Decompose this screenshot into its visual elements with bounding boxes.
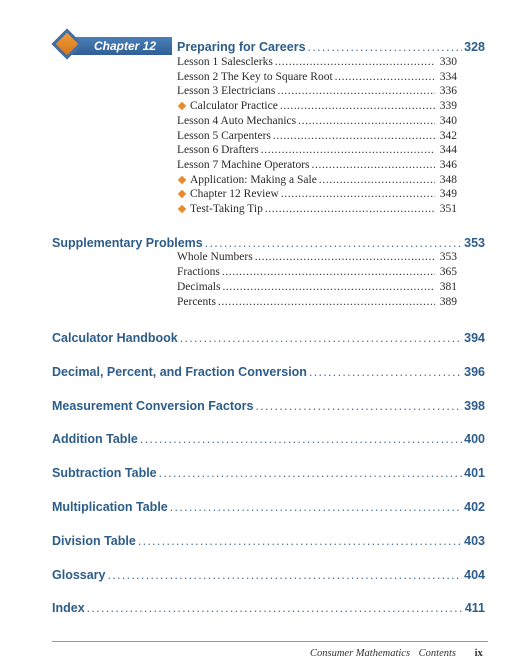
orange-diamond-icon — [178, 175, 186, 183]
chapter-entry-page: 346 — [439, 158, 457, 171]
leader-dots — [87, 601, 463, 615]
leader-dots — [312, 159, 435, 171]
chapter-entry-text: Calculator Practice — [190, 100, 278, 113]
supplementary-entry-text: Percents — [177, 296, 216, 308]
section-entry-text: Glossary — [52, 568, 106, 582]
leader-dots — [108, 568, 463, 582]
leader-dots — [308, 40, 463, 54]
chapter-page: 328 — [464, 40, 485, 54]
section-entry-page: 396 — [464, 365, 485, 379]
chapter-entry-text: Lesson 6 Drafters — [177, 144, 259, 157]
chapter-entry[interactable] — [177, 203, 457, 215]
leader-dots — [265, 203, 435, 215]
section-entry[interactable] — [52, 534, 485, 548]
section-entry[interactable] — [52, 568, 485, 582]
leader-dots — [280, 100, 435, 112]
chapter-heading[interactable] — [177, 40, 485, 54]
chapter-entry-text: Chapter 12 Review — [190, 188, 279, 201]
chapter-entry[interactable] — [177, 130, 457, 142]
section-entry-page: 404 — [464, 568, 485, 582]
chapter-entry-page: 348 — [439, 173, 457, 186]
section-entry[interactable] — [52, 466, 485, 480]
leader-dots — [222, 266, 435, 278]
leader-dots — [205, 236, 462, 250]
leader-dots — [140, 432, 462, 446]
chapter-badge — [54, 33, 172, 57]
chapter-entry[interactable] — [177, 85, 457, 97]
section-entry-text: Addition Table — [52, 432, 138, 446]
chapter-entry-text: Lesson 1 Salesclerks — [177, 56, 273, 68]
supplementary-entry[interactable] — [177, 266, 457, 278]
chapter-badge-label: Chapter 12 — [94, 39, 157, 53]
chapter-entry[interactable] — [177, 144, 457, 156]
orange-diamond-icon — [178, 102, 186, 110]
orange-diamond-icon — [178, 190, 186, 198]
leader-dots — [222, 281, 435, 293]
section-entry-text: Measurement Conversion Factors — [52, 399, 254, 413]
supplementary-entry-page: 381 — [439, 281, 457, 293]
leader-dots — [281, 188, 435, 200]
supplementary-entry[interactable] — [177, 296, 457, 308]
section-entry-text: Index — [52, 601, 85, 615]
chapter-entry[interactable] — [177, 188, 457, 200]
orange-diamond-icon — [178, 205, 186, 213]
leader-dots — [218, 296, 435, 308]
section-entry-text: Division Table — [52, 534, 136, 548]
leader-dots — [275, 56, 435, 68]
leader-dots — [298, 115, 435, 127]
leader-dots — [159, 466, 463, 480]
supplementary-entry-page: 353 — [439, 251, 457, 263]
leader-dots — [255, 399, 462, 413]
chapter-entry[interactable] — [177, 115, 457, 127]
section-entry-page: 400 — [464, 432, 485, 446]
leader-dots — [138, 534, 462, 548]
section-entry-page: 411 — [464, 601, 485, 615]
supplementary-entry[interactable] — [177, 281, 457, 293]
leader-dots — [255, 251, 435, 263]
supplementary-entry-text: Fractions — [177, 266, 220, 278]
chapter-entry-page: 339 — [439, 100, 457, 113]
chapter-entry-page: 334 — [439, 70, 457, 83]
section-entry[interactable] — [52, 500, 485, 514]
supplementary-entry-text: Whole Numbers — [177, 251, 253, 263]
chapter-entry-page: 349 — [439, 188, 457, 201]
leader-dots — [309, 365, 462, 379]
leader-dots — [277, 85, 435, 97]
supplementary-page: 353 — [464, 236, 485, 250]
supplementary-entry-page: 365 — [439, 266, 457, 278]
supplementary-title: Supplementary Problems — [52, 236, 203, 250]
section-entry[interactable] — [52, 399, 485, 413]
chapter-entry-text: Lesson 4 Auto Mechanics — [177, 114, 297, 127]
footer-section: Contents — [418, 648, 457, 659]
section-entry-text: Decimal, Percent, and Fraction Conversion — [52, 365, 307, 379]
leader-dots — [319, 174, 435, 186]
page-footer — [310, 648, 483, 659]
chapter-entry-text: Lesson 5 Carpenters — [177, 129, 271, 142]
chapter-entry-text: Test-Taking Tip — [190, 203, 263, 215]
footer-rule — [52, 641, 488, 642]
section-entry-page: 403 — [464, 534, 485, 548]
chapter-entry[interactable] — [177, 71, 457, 83]
footer-book-title: Consumer Mathematics — [310, 648, 411, 659]
supplementary-entry[interactable] — [177, 251, 457, 263]
chapter-entry-text: Lesson 3 Electricians — [177, 85, 276, 98]
chapter-entry-text: Lesson 2 The Key to Square Root — [177, 70, 333, 83]
leader-dots — [170, 500, 462, 514]
leader-dots — [273, 130, 435, 142]
leader-dots — [261, 144, 435, 156]
section-entry[interactable] — [52, 365, 485, 379]
chapter-entry[interactable] — [177, 56, 457, 68]
supplementary-heading[interactable] — [52, 236, 485, 250]
chapter-entry-text: Application: Making a Sale — [190, 173, 317, 186]
chapter-entry-page: 342 — [439, 129, 457, 142]
section-entry-page: 398 — [464, 399, 485, 413]
chapter-entry-page: 330 — [439, 56, 457, 68]
section-entry-text: Subtraction Table — [52, 466, 157, 480]
chapter-entry[interactable] — [177, 159, 457, 171]
section-entry[interactable] — [52, 432, 485, 446]
section-entry-page: 402 — [464, 500, 485, 514]
footer-page-number: ix — [474, 648, 483, 659]
chapter-entry-text: Lesson 7 Machine Operators — [177, 158, 310, 171]
section-entry-text: Calculator Handbook — [52, 331, 178, 345]
chapter-entry[interactable] — [177, 100, 457, 112]
supplementary-entry-text: Decimals — [177, 281, 221, 293]
section-entry[interactable] — [52, 331, 485, 345]
chapter-entry-page: 344 — [439, 144, 457, 157]
chapter-entry[interactable] — [177, 174, 457, 186]
leader-dots — [335, 71, 435, 83]
chapter-entry-page: 351 — [439, 203, 457, 215]
chapter-title: Preparing for Careers — [177, 40, 306, 54]
chapter-entry-page: 340 — [439, 114, 457, 127]
chapter-entry-page: 336 — [439, 85, 457, 98]
section-entry-page: 401 — [464, 466, 485, 480]
section-entry[interactable] — [52, 601, 485, 615]
leader-dots — [180, 331, 462, 345]
section-entry-text: Multiplication Table — [52, 500, 168, 514]
supplementary-entry-page: 389 — [439, 296, 457, 308]
section-entry-page: 394 — [464, 331, 485, 345]
